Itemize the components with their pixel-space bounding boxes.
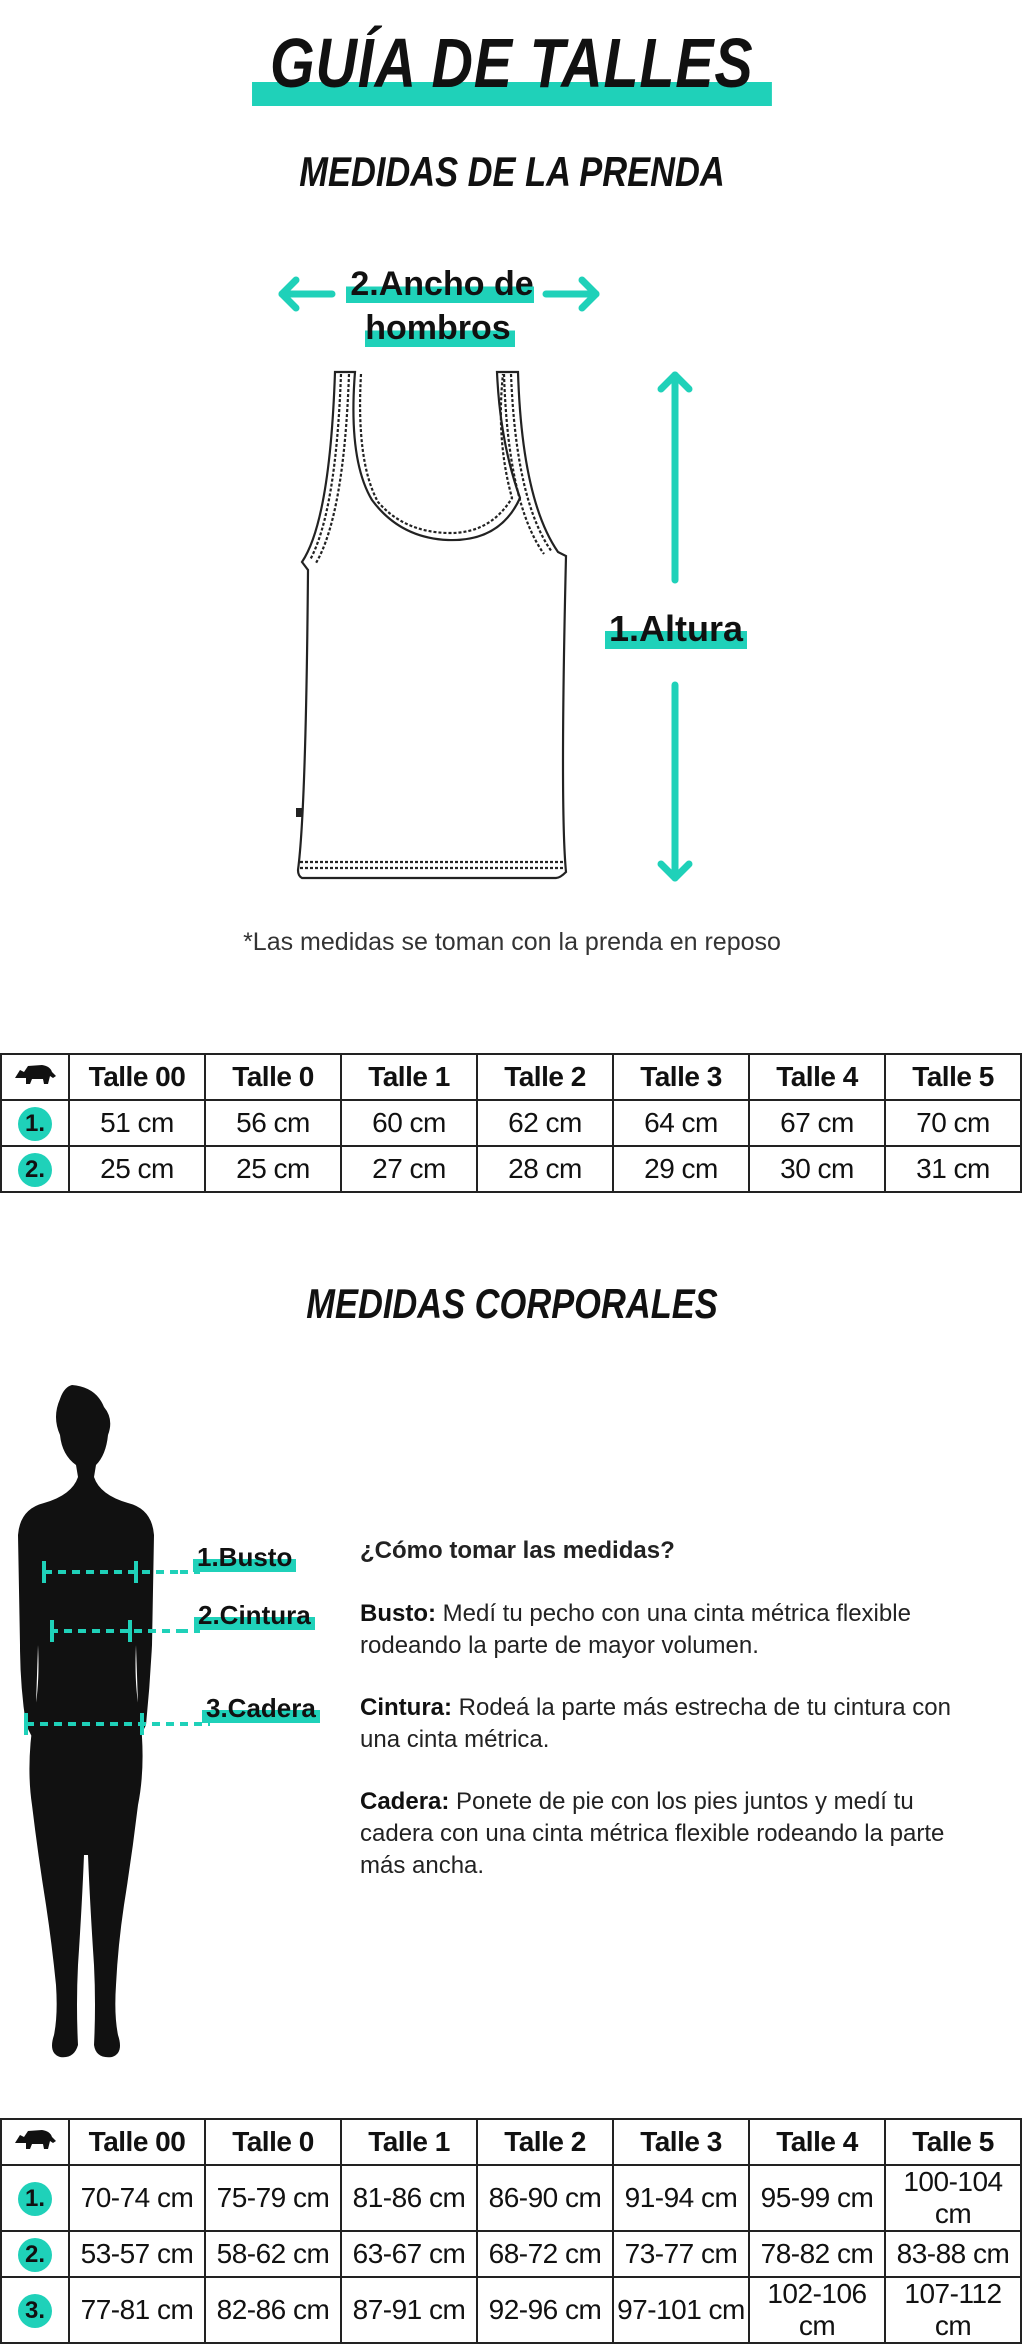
table-cell: 25 cm [69,1146,205,1192]
table-cell: 78-82 cm [749,2231,885,2277]
tank-top-icon [298,372,566,878]
table-cell: 83-88 cm [885,2231,1021,2277]
table-cell: 29 cm [613,1146,749,1192]
bust-instruction: Busto: Medí tu pecho con una cinta métrica flexible rodeando la parte de mayor volumen. [360,1600,911,1659]
garment-diagram [0,250,1024,930]
table-cell: 70-74 cm [69,2165,205,2231]
table-cell: 100-104 cm [885,2165,1021,2231]
table-cell: 58-62 cm [205,2231,341,2277]
table-cell: 91-94 cm [613,2165,749,2231]
tag-icon [296,808,303,817]
table-cell: 97-101 cm [613,2277,749,2343]
table-cell: 63-67 cm [341,2231,477,2277]
waist-label: 2.Cintura [194,1600,315,1631]
table-cell: 67 cm [749,1100,885,1146]
row-badge: 1. [18,2182,52,2216]
page-title-text: GUÍA DE TALLES [252,20,772,106]
table-cell: 53-57 cm [69,2231,205,2277]
table-cell: 30 cm [749,1146,885,1192]
header-cell: Talle 4 [749,2119,885,2165]
table-row [1,1146,1021,1192]
table-cell: 75-79 cm [205,2165,341,2231]
table-cell: 81-86 cm [341,2165,477,2231]
table-cell: 62 cm [477,1100,613,1146]
waist-instruction: Cintura: Rodeá la parte más estrecha de tu cintura con una cinta métrica. [360,1694,951,1753]
garment-note: *Las medidas se toman con la prenda en reposo [243,928,781,956]
header-cell: Talle 2 [477,2119,613,2165]
instructions-title: ¿Cómo tomar las medidas? [360,1537,675,1564]
header-cell: Talle 2 [477,1054,613,1100]
page-title [0,20,1024,106]
table-cell: 107-112 cm [885,2277,1021,2343]
table-cell: 86-90 cm [477,2165,613,2231]
table-cell: 77-81 cm [69,2277,205,2343]
header-cell: Talle 0 [205,1054,341,1100]
woman-silhouette-icon [0,1385,180,2075]
table-cell: 68-72 cm [477,2231,613,2277]
rhino-icon [1,2119,69,2165]
hip-instruction: Cadera: Ponete de pie con los pies juntos y medí tu cadera con una cinta métrica flexible rodeando la parte más ancha. [360,1788,945,1879]
header-cell: Talle 5 [885,1054,1021,1100]
row-badge: 3. [18,2294,52,2328]
table-row [1,2165,1021,2231]
header-cell: Talle 1 [341,2119,477,2165]
garment-section-title: MEDIDAS DE LA PRENDA [299,148,725,195]
table-cell: 102-106 cm [749,2277,885,2343]
header-cell: Talle 5 [885,2119,1021,2165]
body-silhouette [0,1385,180,2075]
header-cell: Talle 1 [341,1054,477,1100]
table-cell: 27 cm [341,1146,477,1192]
shoulder-width-label: 2.Ancho de hombros [340,262,540,350]
table-cell: 73-77 cm [613,2231,749,2277]
row-badge: 2. [18,2238,52,2272]
table-header-row [1,1054,1021,1100]
garment-size-table [0,1053,1022,1193]
header-cell: Talle 3 [613,1054,749,1100]
table-cell: 82-86 cm [205,2277,341,2343]
body-size-table [0,2118,1022,2344]
header-cell: Talle 00 [69,1054,205,1100]
table-cell: 56 cm [205,1100,341,1146]
header-cell: Talle 00 [69,2119,205,2165]
row-badge: 2. [18,1153,52,1187]
bust-label: 1.Busto [193,1542,296,1573]
table-row [1,1100,1021,1146]
hip-label: 3.Cadera [202,1693,320,1724]
height-label: 1.Altura [605,608,747,650]
header-cell: Talle 3 [613,2119,749,2165]
table-cell: 70 cm [885,1100,1021,1146]
table-cell: 60 cm [341,1100,477,1146]
table-cell: 87-91 cm [341,2277,477,2343]
table-cell: 25 cm [205,1146,341,1192]
table-cell: 64 cm [613,1100,749,1146]
table-cell: 92-96 cm [477,2277,613,2343]
table-cell: 31 cm [885,1146,1021,1192]
header-cell: Talle 0 [205,2119,341,2165]
table-cell: 28 cm [477,1146,613,1192]
tank-top-illustration [0,250,1024,930]
table-row [1,2277,1021,2343]
body-section-title: MEDIDAS CORPORALES [306,1280,718,1327]
row-badge: 1. [18,1107,52,1141]
table-cell: 51 cm [69,1100,205,1146]
rhino-icon [1,1054,69,1100]
header-cell: Talle 4 [749,1054,885,1100]
table-header-row [1,2119,1021,2165]
table-cell: 95-99 cm [749,2165,885,2231]
table-row [1,2231,1021,2277]
